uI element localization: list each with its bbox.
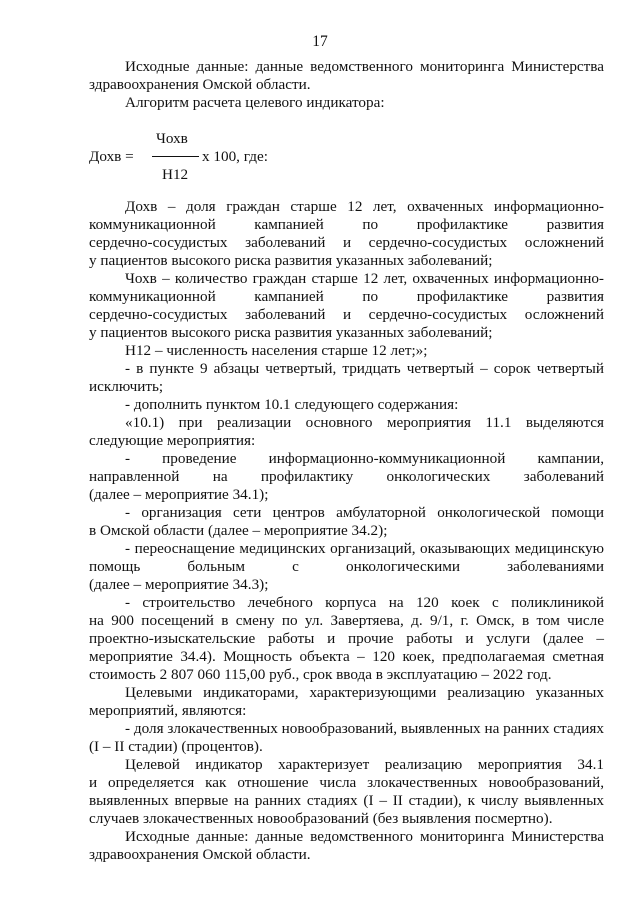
text-line: Исходные данные: данные ведомственного мониторинга Министерства: [125, 828, 604, 845]
text-line: исключить;: [89, 378, 164, 395]
text-line: (I – II стадии) (процентов).: [89, 738, 263, 755]
text-line: сердечно-сосудистых заболеваний и сердечно-сосудистых осложнений: [89, 306, 604, 323]
text-line: и определяется как отношение числа злокачественных новообразований,: [89, 774, 604, 791]
text-line: Целевыми индикаторами, характеризующими реализацию указанных: [125, 684, 604, 701]
text-line: направленной на профилактику онкологических заболеваний: [89, 468, 604, 485]
text-line: у пациентов высокого риска развития указанных заболеваний;: [89, 324, 493, 341]
text-line: мероприятий, являются:: [89, 702, 247, 719]
text-line: мероприятие 34.4). Мощность объекта – 120 коек, предполагаемая сметная: [89, 648, 604, 665]
text-line: на 900 посещений в смену по ул. Завертяева, д. 9/1, г. Омск, в том числе: [89, 612, 604, 629]
text-line: - организация сети центров амбулаторной онкологической помощи: [125, 504, 604, 521]
text-line: коммуникационной кампанией по профилактике развития: [89, 216, 604, 233]
text-line: проектно-изыскательские работы и прочие работы и услуги (далее –: [89, 630, 604, 647]
text-line: стоимость 2 807 060 115,00 руб., срок ввода в эксплуатацию – 2022 год.: [89, 666, 552, 683]
text-line: Исходные данные: данные ведомственного мониторинга Министерства: [125, 58, 604, 75]
formula-lhs: Дохв =: [89, 148, 134, 165]
text-line: (далее – мероприятие 34.3);: [89, 576, 269, 593]
text-line: Алгоритм расчета целевого индикатора:: [125, 94, 385, 111]
text-line: в Омской области (далее – мероприятие 34.2);: [89, 522, 388, 539]
text-line: здравоохранения Омской области.: [89, 76, 311, 93]
page-number: 17: [312, 33, 328, 50]
text-line: - переоснащение медицинских организаций, оказывающих медицинскую: [125, 540, 604, 557]
text-line: - дополнить пунктом 10.1 следующего содержания:: [125, 396, 459, 413]
text-line: - проведение информационно-коммуникационной кампании,: [125, 450, 604, 467]
text-line: здравоохранения Омской области.: [89, 846, 311, 863]
text-line: сердечно-сосудистых заболеваний и сердечно-сосудистых осложнений: [89, 234, 604, 251]
formula-tail: х 100, где:: [202, 148, 268, 165]
formula-numerator: Чохв: [156, 130, 188, 147]
text-line: помощь больным с онкологическими заболеваниями: [89, 558, 604, 575]
text-line: - строительство лечебного корпуса на 120 коек с поликлиникой: [125, 594, 604, 611]
text-line: Целевой индикатор характеризует реализацию мероприятия 34.1: [125, 756, 604, 773]
formula-denominator: Н12: [162, 166, 189, 183]
text-line: Н12 – численность населения старше 12 лет;»;: [125, 342, 428, 359]
text-line: случаев злокачественных новообразований (без выявления посмертно).: [89, 810, 553, 827]
text-line: (далее – мероприятие 34.1);: [89, 486, 269, 503]
fraction-bar: [152, 156, 199, 157]
text-line: Дохв – доля граждан старше 12 лет, охваченных информационно-: [125, 198, 604, 215]
text-line: выявленных впервые на ранних стадиях (I – II стадии), к числу выявленных: [89, 792, 604, 809]
text-line: коммуникационной кампанией по профилактике развития: [89, 288, 604, 305]
text-line: у пациентов высокого риска развития указанных заболеваний;: [89, 252, 493, 269]
text-line: «10.1) при реализации основного мероприятия 11.1 выделяются: [125, 414, 604, 431]
text-line: Чохв – количество граждан старше 12 лет, охваченных информационно-: [125, 270, 604, 287]
text-line: - доля злокачественных новообразований, выявленных на ранних стадиях: [125, 720, 604, 737]
text-line: - в пункте 9 абзацы четвертый, тридцать четвертый – сорок четвертый: [125, 360, 604, 377]
text-line: следующие мероприятия:: [89, 432, 256, 449]
